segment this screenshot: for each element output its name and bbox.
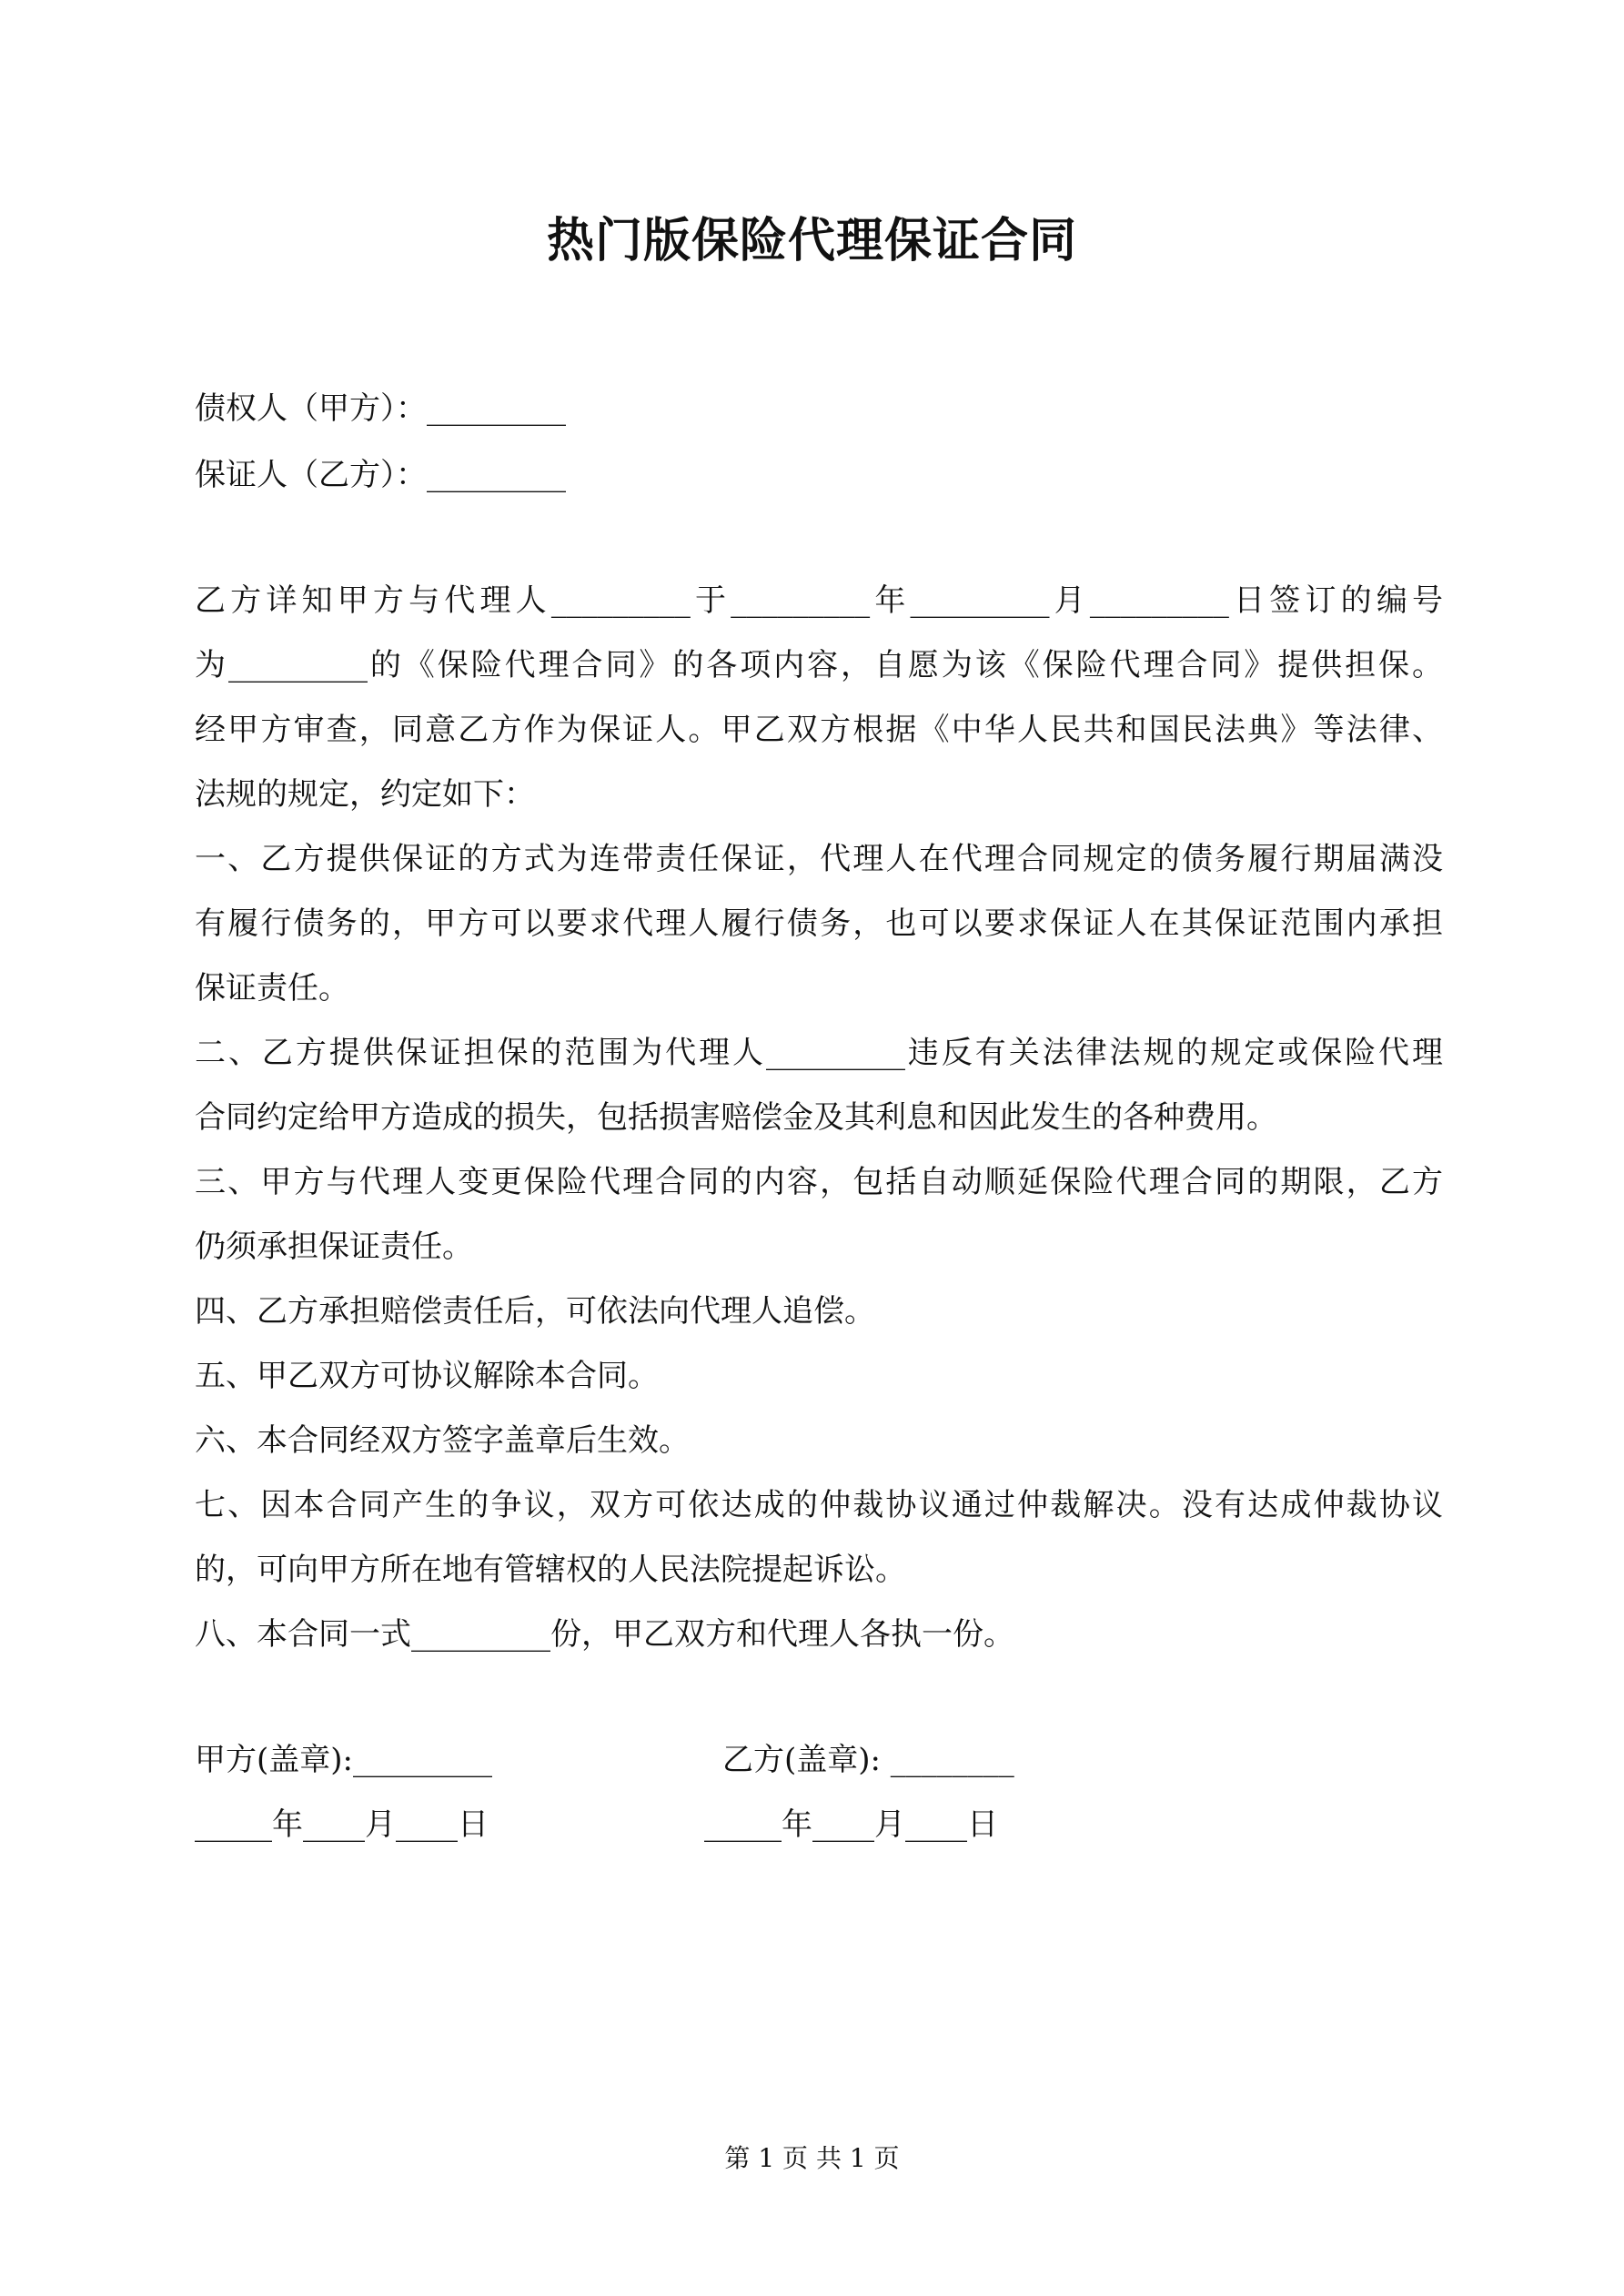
- clause-line: 七、因本合同产生的争议，双方可依达成的仲裁协议通过仲裁解决。没有达成仲裁协议: [195, 1487, 1443, 1523]
- clause-line: 的，可向甲方所在地有管辖权的人民法院提起诉讼。: [195, 1552, 906, 1588]
- clause-line: 四、乙方承担赔偿责任后，可依法向代理人追偿。: [195, 1293, 875, 1330]
- body-line: 乙方详知甲方与代理人_________于_________年_________月_________日签订的编号: [195, 582, 1443, 619]
- body-line: 法规的规定，约定如下：: [195, 776, 535, 813]
- clause-line: 保证责任。: [195, 970, 349, 1006]
- clause-line: 八、本合同一式_________份，甲乙双方和代理人各执一份。: [195, 1616, 1014, 1653]
- clause-line: 五、甲乙双方可协议解除本合同。: [195, 1358, 659, 1394]
- party-a-signature: 甲方(盖章):_________: [195, 1742, 492, 1778]
- clause-line: 仍须承担保证责任。: [195, 1229, 473, 1265]
- page-footer: 第 1 页 共 1 页: [724, 2143, 900, 2173]
- clause-line: 一、乙方提供保证的方式为连带责任保证，代理人在代理合同规定的债务履行期届满没: [195, 841, 1443, 877]
- clause-line: 合同约定给甲方造成的损失，包括损害赔偿金及其利息和因此发生的各种费用。: [195, 1099, 1277, 1136]
- body-line: 经甲方审查，同意乙方作为保证人。甲乙双方根据《中华人民共和国民法典》等法律、: [195, 712, 1443, 748]
- party-b-signature: 乙方(盖章): ________: [722, 1742, 1014, 1778]
- party-b-line: 保证人（乙方）：_________: [195, 457, 566, 493]
- clause-line: 六、本合同经双方签字盖章后生效。: [195, 1422, 690, 1459]
- party-a-line: 债权人（甲方）：_________: [195, 390, 566, 427]
- party-a-date: _____年____月____日: [195, 1806, 489, 1843]
- clause-line: 三、甲方与代理人变更保险代理合同的内容，包括自动顺延保险代理合同的期限，乙方: [195, 1164, 1443, 1200]
- document-title: 热门版保险代理保证合同: [546, 213, 1077, 268]
- party-b-date: _____年____月____日: [704, 1806, 998, 1843]
- clause-line: 有履行债务的，甲方可以要求代理人履行债务，也可以要求保证人在其保证范围内承担: [195, 905, 1443, 942]
- clause-line: 二、乙方提供保证担保的范围为代理人_________违反有关法律法规的规定或保险代理: [195, 1035, 1443, 1071]
- body-line: 为_________的《保险代理合同》的各项内容，自愿为该《保险代理合同》提供担保。: [195, 647, 1443, 683]
